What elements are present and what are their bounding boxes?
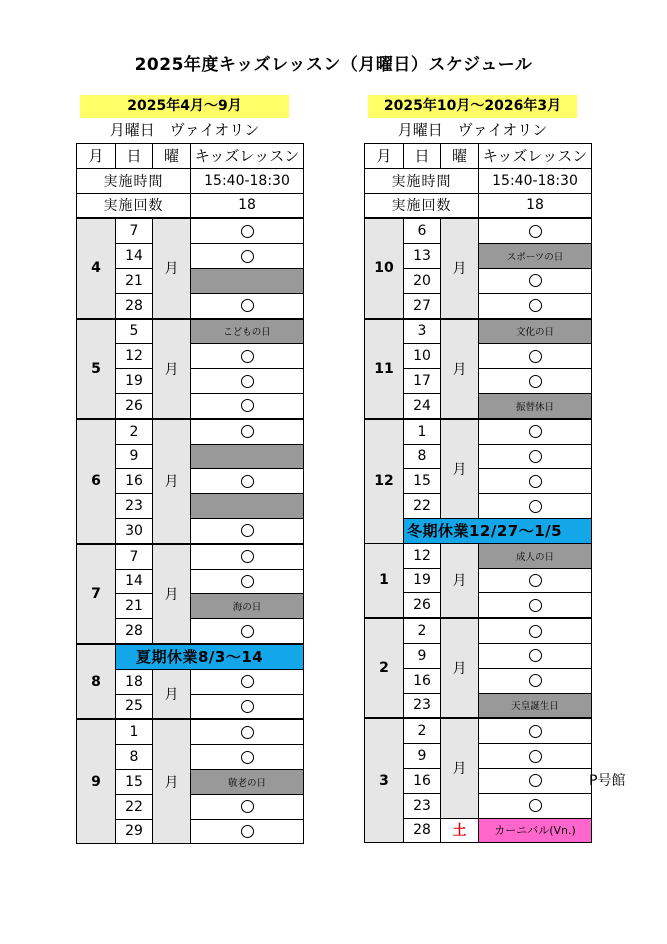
lesson-circle-icon <box>241 575 254 588</box>
day-cell: 2 <box>404 618 441 643</box>
lesson-circle-icon <box>241 675 254 688</box>
day-cell: 23 <box>404 793 441 818</box>
dow-cell: 月 <box>441 319 479 419</box>
holiday-note-cell: 敬老の日 <box>191 769 304 794</box>
page-title: 2025年度キッズレッスン（月曜日）スケジュール <box>134 55 533 75</box>
lesson-cell <box>191 469 304 494</box>
day-cell: 23 <box>404 693 441 718</box>
lesson-cell <box>479 568 592 593</box>
lesson-circle-icon <box>529 299 542 312</box>
day-cell: 16 <box>116 469 153 494</box>
schedule-table <box>364 143 592 843</box>
day-cell: 9 <box>116 444 153 469</box>
day-cell: 5 <box>116 319 153 344</box>
lesson-circle-icon <box>529 750 542 763</box>
lesson-cell <box>191 719 304 744</box>
lesson-circle-icon <box>241 425 254 438</box>
header-day: 日 <box>116 144 153 169</box>
lesson-circle-icon <box>241 550 254 563</box>
day-cell: 2 <box>116 419 153 444</box>
day-cell: 28 <box>116 619 153 644</box>
lesson-circle-icon <box>241 350 254 363</box>
dow-cell: 月 <box>441 543 479 618</box>
winter-break-banner: 冬期休業12/27～1/5 <box>404 518 592 543</box>
day-cell: 12 <box>404 543 441 568</box>
month-cell: 10 <box>365 218 404 318</box>
schedule-left <box>80 95 300 844</box>
lesson-circle-icon <box>241 475 254 488</box>
month-cell: 7 <box>77 544 116 644</box>
day-cell: 21 <box>116 594 153 619</box>
lesson-cell <box>191 794 304 819</box>
holiday-note-cell: スポーツの日 <box>479 244 592 269</box>
day-cell: 21 <box>116 268 153 293</box>
header-day: 日 <box>404 144 441 169</box>
lesson-circle-icon <box>529 375 542 388</box>
holiday-note-cell: 海の日 <box>191 594 304 619</box>
day-cell: 10 <box>404 344 441 369</box>
lesson-circle-icon <box>529 599 542 612</box>
lesson-cell <box>479 643 592 668</box>
lesson-circle-icon <box>529 500 542 513</box>
month-cell: 2 <box>365 618 404 718</box>
count-value: 18 <box>479 193 592 218</box>
lesson-circle-icon <box>529 475 542 488</box>
time-value: 15:40-18:30 <box>191 168 304 193</box>
no-lesson-cell <box>191 268 304 293</box>
day-cell: 22 <box>404 494 441 519</box>
month-cell: 9 <box>77 719 116 843</box>
period-label: 2025年4月～9月 <box>80 95 289 118</box>
lesson-circle-icon <box>529 774 542 787</box>
month-cell: 8 <box>77 644 116 719</box>
dow-cell: 月 <box>441 618 479 718</box>
day-cell: 13 <box>404 244 441 269</box>
day-cell: 6 <box>404 218 441 243</box>
day-cell: 26 <box>404 593 441 618</box>
dow-cell: 月 <box>153 419 191 544</box>
day-cell: 27 <box>404 293 441 318</box>
carnival-cell: カーニバル(Vn.) <box>479 818 592 843</box>
day-cell: 8 <box>116 745 153 770</box>
day-cell: 9 <box>404 744 441 769</box>
header-month: 月 <box>77 144 116 169</box>
schedule-right <box>368 95 588 843</box>
holiday-note-cell: こどもの日 <box>191 319 304 344</box>
day-cell: 19 <box>116 369 153 394</box>
day-cell: 18 <box>116 669 153 694</box>
month-cell: 6 <box>77 419 116 544</box>
lesson-cell <box>479 268 592 293</box>
lesson-circle-icon <box>529 649 542 662</box>
lesson-cell <box>479 293 592 318</box>
header-dow: 曜 <box>441 144 479 169</box>
month-cell: 5 <box>77 319 116 419</box>
lesson-circle-icon <box>241 524 254 537</box>
day-cell: 22 <box>116 794 153 819</box>
day-cell: 19 <box>404 568 441 593</box>
holiday-note-cell: 振替休日 <box>479 393 592 418</box>
day-cell: 14 <box>116 244 153 269</box>
lesson-circle-icon <box>241 625 254 638</box>
day-cell: 15 <box>404 469 441 494</box>
dow-cell: 月 <box>153 218 191 318</box>
dow-cell: 月 <box>153 719 191 843</box>
day-cell: 26 <box>116 393 153 418</box>
header-course: キッズレッスン <box>479 144 592 169</box>
lesson-cell <box>479 419 592 444</box>
time-value: 15:40-18:30 <box>479 168 592 193</box>
day-cell: 16 <box>404 768 441 793</box>
holiday-note-cell: 文化の日 <box>479 319 592 344</box>
day-cell: 24 <box>404 393 441 418</box>
lesson-cell <box>191 819 304 844</box>
dow-cell: 月 <box>153 319 191 419</box>
day-cell: 30 <box>116 518 153 543</box>
lesson-cell <box>479 444 592 469</box>
lesson-circle-icon <box>241 225 254 238</box>
lesson-cell <box>191 669 304 694</box>
lesson-cell <box>479 218 592 243</box>
dow-cell: 月 <box>441 218 479 318</box>
lesson-cell <box>191 694 304 719</box>
day-cell: 8 <box>404 444 441 469</box>
day-cell: 15 <box>116 769 153 794</box>
lesson-circle-icon <box>529 225 542 238</box>
day-cell: 28 <box>116 293 153 318</box>
no-lesson-cell <box>191 494 304 519</box>
holiday-note-cell: 成人の日 <box>479 543 592 568</box>
lesson-cell <box>191 369 304 394</box>
count-label: 実施回数 <box>77 193 191 218</box>
lesson-cell <box>479 618 592 643</box>
day-cell: 7 <box>116 544 153 569</box>
lesson-circle-icon <box>241 800 254 813</box>
day-cell: 16 <box>404 668 441 693</box>
lesson-cell <box>479 344 592 369</box>
lesson-cell <box>191 293 304 318</box>
day-cell: 25 <box>116 694 153 719</box>
month-cell: 11 <box>365 319 404 419</box>
month-cell: 4 <box>77 218 116 318</box>
dow-cell: 月 <box>441 718 479 818</box>
lesson-circle-icon <box>529 725 542 738</box>
day-cell: 1 <box>404 419 441 444</box>
lesson-cell <box>479 469 592 494</box>
lesson-circle-icon <box>241 399 254 412</box>
lesson-circle-icon <box>529 674 542 687</box>
lesson-circle-icon <box>241 825 254 838</box>
day-cell: 14 <box>116 569 153 594</box>
lesson-cell <box>191 544 304 569</box>
lesson-circle-icon <box>241 250 254 263</box>
day-cell: 20 <box>404 268 441 293</box>
count-value: 18 <box>191 193 304 218</box>
lesson-circle-icon <box>529 625 542 638</box>
lesson-cell <box>191 393 304 418</box>
day-cell: 17 <box>404 369 441 394</box>
day-cell: 12 <box>116 344 153 369</box>
venue-note: P号館 <box>589 773 626 789</box>
day-cell: 23 <box>116 494 153 519</box>
lesson-cell <box>191 569 304 594</box>
header-course: キッズレッスン <box>191 144 304 169</box>
lesson-cell <box>479 494 592 519</box>
month-cell: 12 <box>365 419 404 543</box>
period-label: 2025年10月～2026年3月 <box>368 95 577 118</box>
month-cell: 1 <box>365 543 404 618</box>
no-lesson-cell <box>191 444 304 469</box>
summer-break-banner: 夏期休業8/3～14 <box>116 644 304 669</box>
lesson-circle-icon <box>529 799 542 812</box>
lesson-circle-icon <box>241 375 254 388</box>
day-cell: 29 <box>116 819 153 844</box>
lesson-circle-icon <box>241 299 254 312</box>
lesson-circle-icon <box>241 751 254 764</box>
header-dow: 曜 <box>153 144 191 169</box>
lesson-cell <box>479 593 592 618</box>
day-cell: 1 <box>116 719 153 744</box>
lesson-cell <box>479 718 592 743</box>
course-subtitle: 月曜日 ヴァイオリン <box>109 121 260 139</box>
dow-cell: 月 <box>153 669 191 719</box>
lesson-circle-icon <box>529 425 542 438</box>
count-label: 実施回数 <box>365 193 479 218</box>
lesson-cell <box>191 344 304 369</box>
lesson-cell <box>191 218 304 243</box>
lesson-cell <box>479 744 592 769</box>
holiday-note-cell: 天皇誕生日 <box>479 693 592 718</box>
day-cell: 3 <box>404 319 441 344</box>
lesson-circle-icon <box>241 726 254 739</box>
lesson-circle-icon <box>241 700 254 713</box>
lesson-cell <box>191 518 304 543</box>
dow-cell: 月 <box>441 419 479 519</box>
time-label: 実施時間 <box>77 168 191 193</box>
lesson-cell <box>191 745 304 770</box>
lesson-cell <box>479 369 592 394</box>
time-label: 実施時間 <box>365 168 479 193</box>
lesson-circle-icon <box>529 350 542 363</box>
lesson-circle-icon <box>529 450 542 463</box>
course-subtitle: 月曜日 ヴァイオリン <box>397 121 548 139</box>
dow-cell: 月 <box>153 544 191 644</box>
lesson-cell <box>191 419 304 444</box>
lesson-cell <box>479 668 592 693</box>
day-cell: 7 <box>116 218 153 243</box>
day-cell: 2 <box>404 718 441 743</box>
saturday-cell: 土 <box>441 818 479 843</box>
lesson-circle-icon <box>529 274 542 287</box>
day-cell: 9 <box>404 643 441 668</box>
month-cell: 3 <box>365 718 404 842</box>
lesson-circle-icon <box>529 574 542 587</box>
lesson-cell <box>479 793 592 818</box>
lesson-cell <box>191 619 304 644</box>
day-cell: 28 <box>404 818 441 843</box>
header-month: 月 <box>365 144 404 169</box>
schedule-table <box>76 143 304 844</box>
lesson-cell <box>479 768 592 793</box>
lesson-cell <box>191 244 304 269</box>
